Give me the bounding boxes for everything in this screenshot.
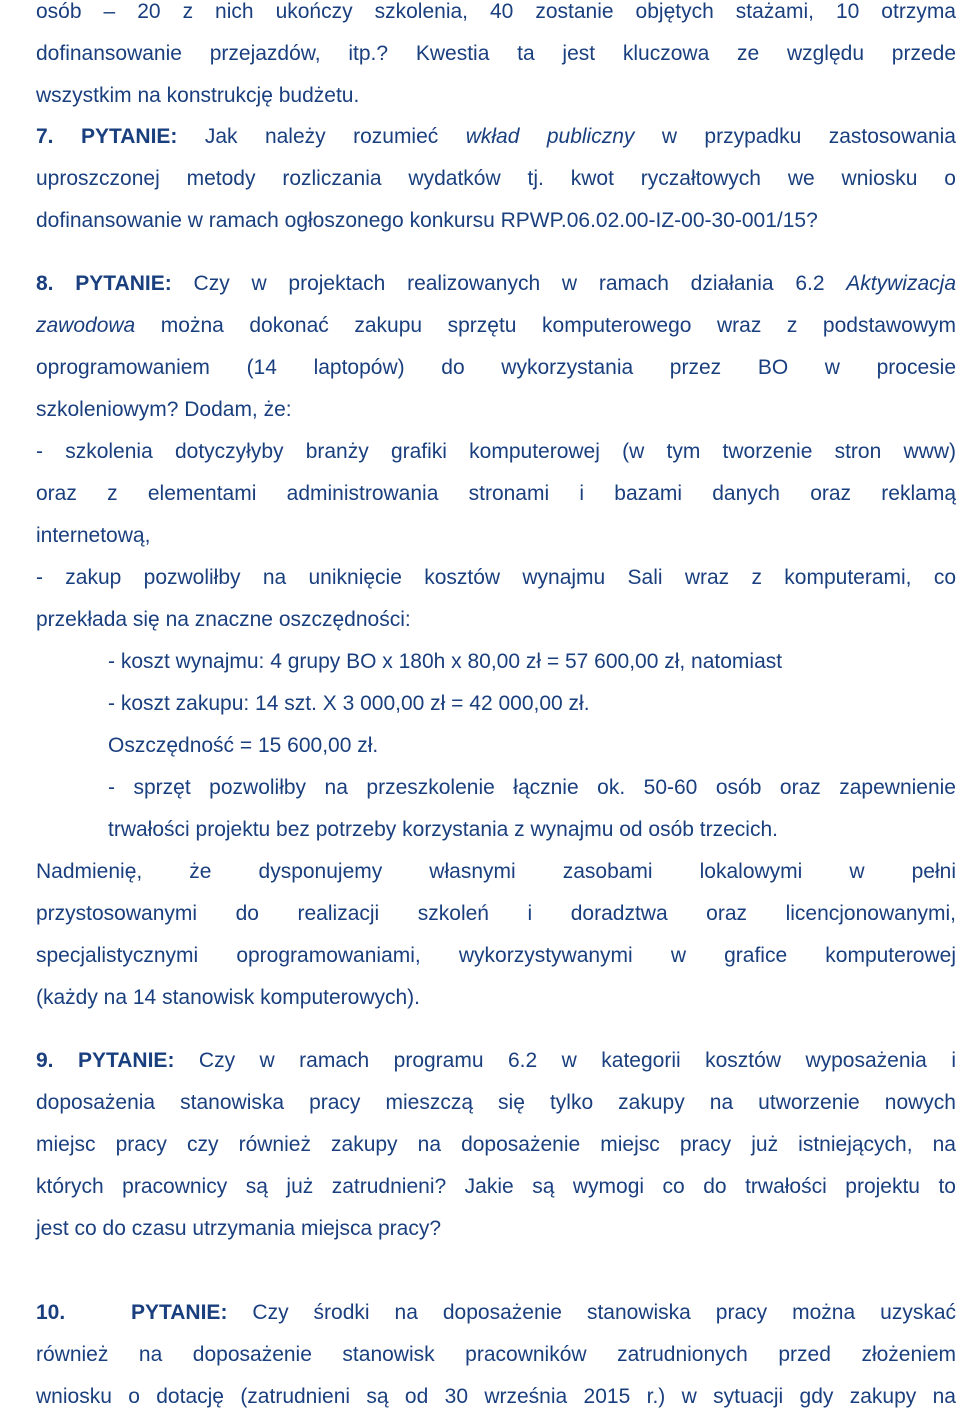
- text-span: Dodam, że:: [184, 398, 292, 421]
- text-span: szkoleniowym?: [36, 398, 179, 421]
- question-label: PYTANIE:: [75, 272, 172, 295]
- text-span: kwot ryczałtowych we wniosku o: [570, 167, 956, 190]
- text-span: Czy środki na doposażenie stanowiska pracy można uzyskać: [252, 1301, 956, 1324]
- paragraph-line: Nadmienię, że dysponujemy własnymi zasobami lokalowymi w pełni: [36, 860, 956, 883]
- equipment-line-1: - sprzęt pozwoliłby na przeszkolenie łącznie ok. 50-60 osób oraz zapewnienie: [108, 776, 956, 799]
- paragraph-line: specjalistycznymi oprogramowaniami, wykorzystywanymi w grafice komputerowej: [36, 944, 956, 967]
- text-line: wszystkim na konstrukcję budżetu.: [36, 84, 360, 107]
- question-9-line-3: miejsc pracy czy również zakupy na doposażenie miejsc pracy już istniejących, na: [36, 1133, 956, 1156]
- question-9-line-1: [36, 1047, 956, 1075]
- question-number: 10.: [36, 1301, 66, 1324]
- equipment-line-2: trwałości projektu bez potrzeby korzystania z wynajmu od osób trzecich.: [108, 818, 778, 841]
- text-span: można dokonać zakupu sprzętu komputerowego wraz z podstawowym: [160, 314, 956, 337]
- emphasis-text: zawodowa: [36, 314, 136, 337]
- question-label: PYTANIE:: [77, 1049, 175, 1072]
- question-10-line-3: wniosku o dotację (zatrudnieni są od 30 września 2015 r.) w sytuacji gdy zakupy na: [36, 1385, 956, 1408]
- question-9-line-2: doposażenia stanowiska pracy mieszczą się tylko zakupy na utworzenie nowych: [36, 1091, 956, 1114]
- question-7-line-3: dofinansowanie w ramach ogłoszonego konkursu RPWP.06.02.00-IZ-00-30-001/15?: [36, 209, 818, 232]
- text-line: osób – 20 z nich ukończy szkolenia, 40 zostanie objętych stażami, 10 otrzyma: [36, 0, 956, 23]
- text-span: Czy w ramach programu 6.2 w kategorii kosztów wyposażenia i: [198, 1049, 956, 1072]
- question-9-line-4: [36, 1173, 956, 1201]
- bullet-1-line-1: - szkolenia dotyczyłyby branży grafiki komputerowej (w tym tworzenie stron www): [36, 440, 956, 463]
- question-7-line-1: [36, 123, 956, 151]
- question-8-line-2: [36, 312, 956, 340]
- text-line: dofinansowanie przejazdów, itp.? Kwestia ta jest kluczowa ze względu przede: [36, 42, 956, 65]
- question-10-line-2: również na doposażenie stanowisk pracowników zatrudnionych przed złożeniem: [36, 1343, 956, 1366]
- savings-line: Oszczędność = 15 600,00 zł.: [108, 734, 379, 757]
- question-number: 8.: [36, 272, 54, 295]
- bullet-2-line-1: - zakup pozwoliłby na uniknięcie kosztów wynajmu Sali wraz z komputerami, co: [36, 566, 956, 589]
- text-span: Jakie są wymogi co do trwałości projektu to: [464, 1175, 956, 1198]
- question-8-line-4: [36, 396, 956, 424]
- bullet-1-line-2: oraz z elementami administrowania stronami i bazami danych oraz reklamą: [36, 482, 956, 505]
- text-span: Jak należy rozumieć: [204, 125, 439, 148]
- question-label: PYTANIE:: [80, 125, 178, 148]
- text-span: Czy w projektach realizowanych w ramach działania 6.2: [193, 272, 825, 295]
- paragraph-line: (każdy na 14 stanowisk komputerowych).: [36, 986, 420, 1009]
- bullet-2-line-2: przekłada się na znaczne oszczędności:: [36, 608, 411, 631]
- paragraph-line: przystosowanymi do realizacji szkoleń i doradztwa oraz licencjonowanymi,: [36, 902, 956, 925]
- bullet-1-line-3: internetową,: [36, 524, 151, 547]
- question-label: PYTANIE:: [130, 1301, 228, 1324]
- cost-line-purchase: - koszt zakupu: 14 szt. X 3 000,00 zł = 42 000,00 zł.: [108, 692, 590, 715]
- text-span: uproszczonej metody rozliczania wydatków tj.: [36, 167, 544, 190]
- emphasis-text: Aktywizacja: [846, 272, 956, 295]
- question-number: 7.: [36, 125, 54, 148]
- question-number: 9.: [36, 1049, 54, 1072]
- text-span: których pracownicy są już zatrudnieni?: [36, 1175, 447, 1198]
- question-10-line-1: [36, 1299, 956, 1327]
- text-span: w przypadku zastosowania: [661, 125, 956, 148]
- cost-line-rental: - koszt wynajmu: 4 grupy BO x 180h x 80,00 zł = 57 600,00 zł, natomiast: [108, 650, 783, 673]
- question-8-line-3: oprogramowaniem (14 laptopów) do wykorzystania przez BO w procesie: [36, 356, 956, 379]
- question-8-line-1: [36, 270, 956, 298]
- emphasis-text: wkład publiczny: [465, 125, 635, 148]
- question-9-line-5: jest co do czasu utrzymania miejsca pracy?: [36, 1217, 441, 1240]
- question-7-line-2: [36, 165, 956, 193]
